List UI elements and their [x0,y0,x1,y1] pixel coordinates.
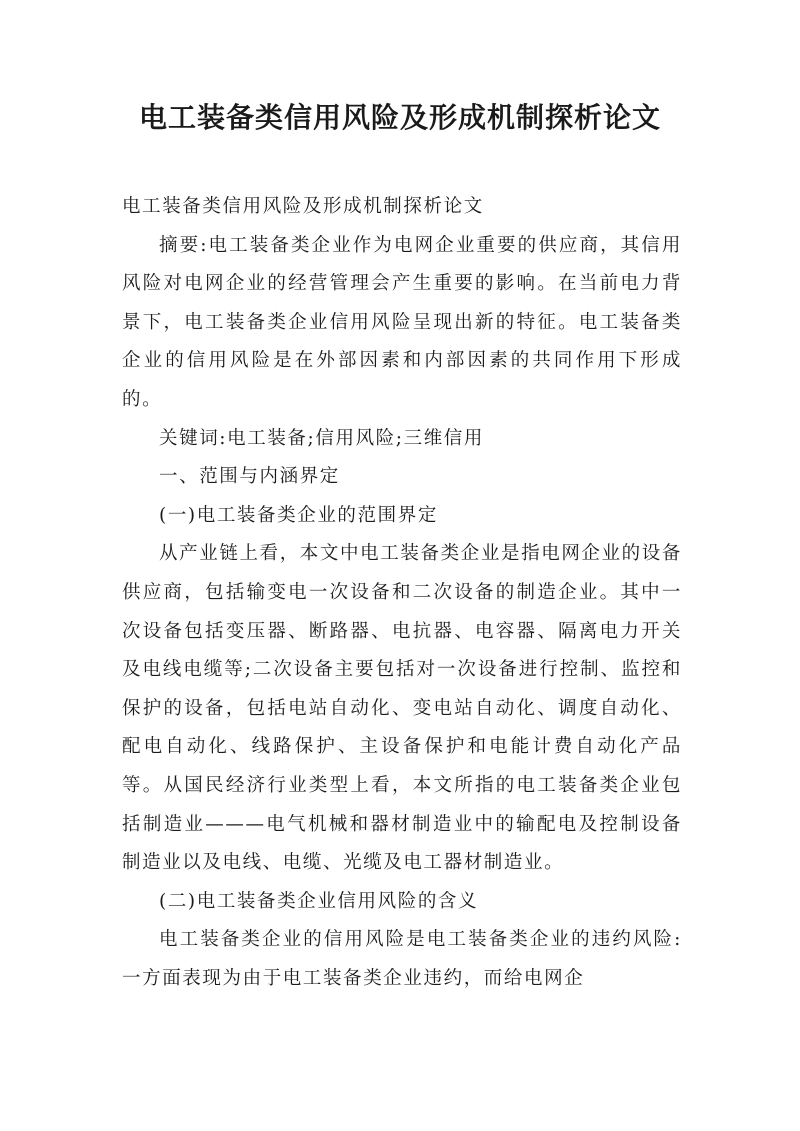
section-heading: 一、范围与内涵界定 [159,466,340,488]
document-body [122,188,682,998]
subsection-heading: (二)电工装备类企业信用风险的含义 [159,890,479,912]
body-paragraph: 电工装备类企业的信用风险是电工装备类企业的违约风险:一方面表现为由于电工装备类企业违约，而给电网企 [122,929,682,989]
document-subtitle: 电工装备类信用风险及形成机制探析论文 [122,196,484,217]
body-paragraph: 从产业链上看，本文中电工装备类企业是指电网企业的设备供应商，包括输变电一次设备和二次设备的制造企业。其中一次设备包括变压器、断路器、电抗器、电容器、隔离电力开关及电线电缆等;二次设备主要包括对一次设备进行控制、监控和保护的设备，包括电站自动化、变电站自动化、调度自动化、配电自动化、线路保护、主设备保护和电能计费自动化产品等。从国民经济行业类型上看，本文所指的电工装备类企业包括制造业———电气机械和器材制造业中的输配电及控制设备制造业以及电线、电缆、光缆及电工器材制造业。 [122,543,682,874]
document-title: 电工装备类信用风险及形成机制探析论文 [138,101,661,134]
abstract-paragraph: 摘要:电工装备类企业作为电网企业重要的供应商，其信用风险对电网企业的经营管理会产生重要的影响。在当前电力背景下，电工装备类企业信用风险呈现出新的特征。电工装备类企业的信用风险是在外部因素和内部因素的共同作用下形成的。 [122,234,682,410]
subsection-heading: (一)电工装备类企业的范围界定 [159,504,438,526]
keywords-paragraph: 关键词:电工装备;信用风险;三维信用 [159,427,484,449]
